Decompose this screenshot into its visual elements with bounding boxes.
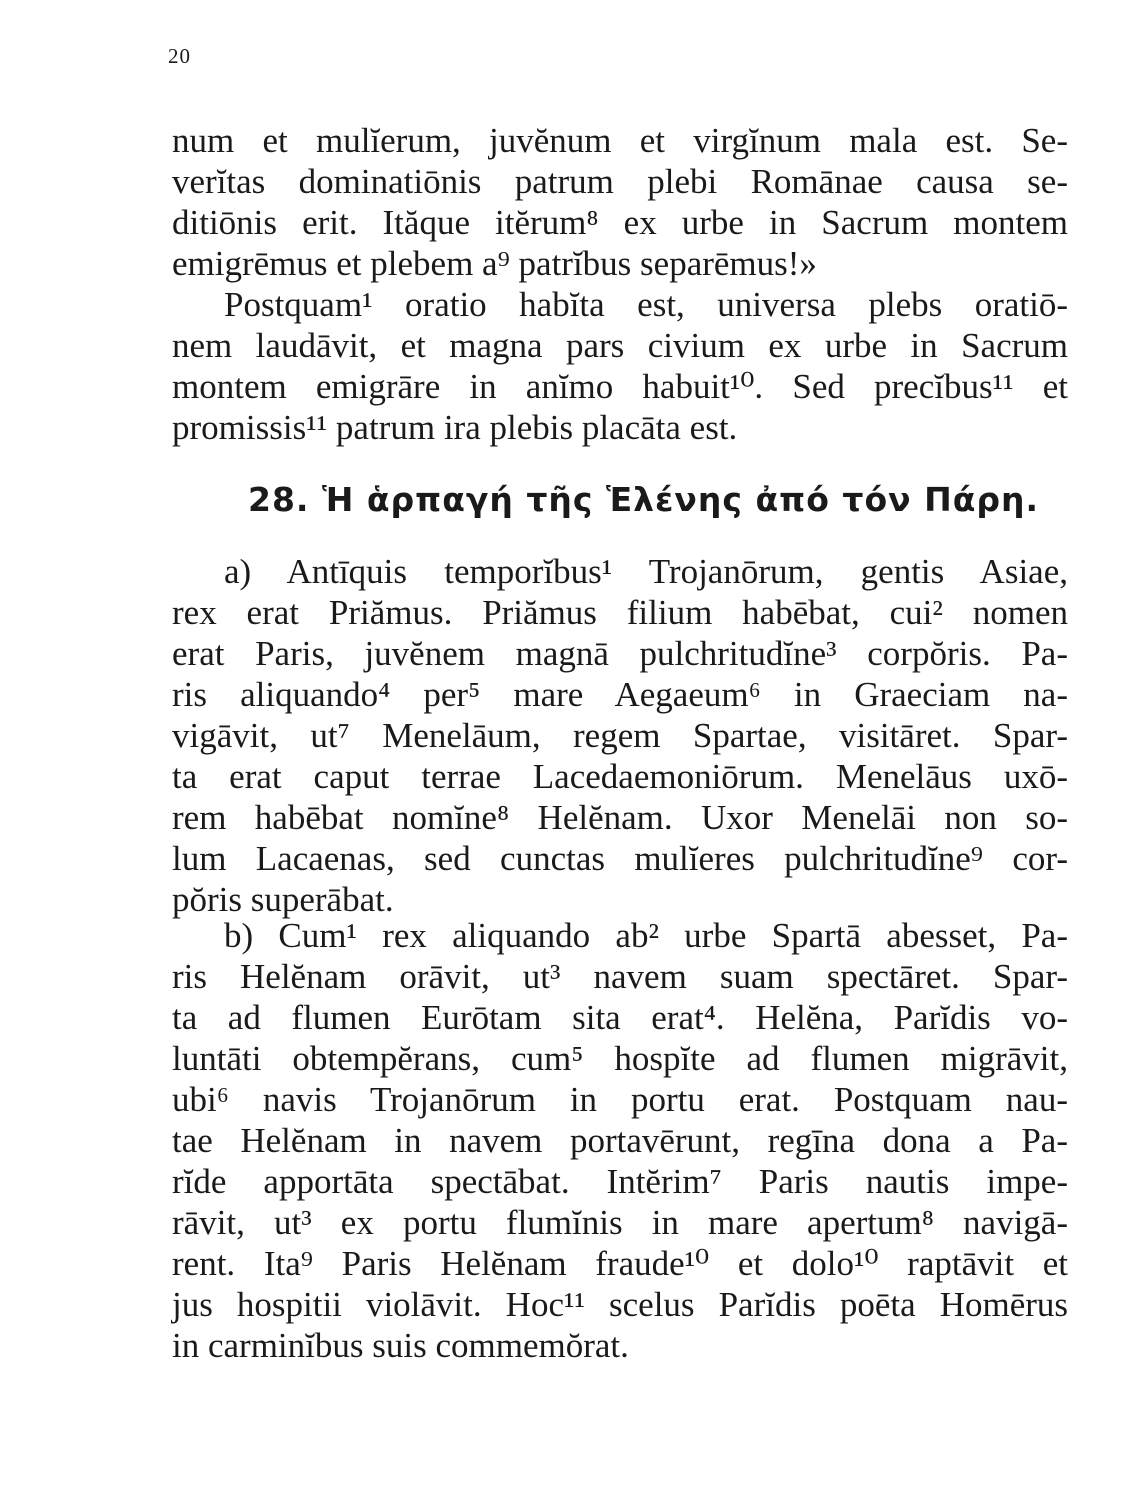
text-line: erat Paris, juvĕnem magnā pulchritudĭne³ corpŏris. Pa- [172,634,1068,673]
page-number: 20 [168,44,191,68]
text-line: a) Antīquis temporĭbus¹ Trojanōrum, gentis Asiae, [224,552,1068,591]
paragraph-a [172,551,1068,920]
text-line: nem laudāvit, et magna pars civium ex urbe in Sacrum [172,326,1068,365]
paragraph-b [172,915,1068,1366]
text-line: montem emigrāre in anĭmo habuit¹⁰. Sed precĭbus¹¹ et [172,367,1068,406]
text-line: ris Helĕnam orāvit, ut³ navem suam spectāret. Spar- [172,957,1068,996]
text-line: ta erat caput terrae Lacedaemoniōrum. Menelāus uxō- [172,757,1068,796]
text-line: rent. Ita⁹ Paris Helĕnam fraude¹⁰ et dolo¹⁰ raptāvit et [172,1244,1068,1283]
text-line: tae Helĕnam in navem portavērunt, regīna dona a Pa- [172,1121,1068,1160]
text-line: ditiōnis erit. Ităque itĕrum⁸ ex urbe in Sacrum montem [172,203,1068,242]
text-line: jus hospitii violāvit. Hoc¹¹ scelus Parĭdis poēta Homērus [172,1285,1068,1324]
text-line: in carminĭbus suis commemŏrat. [172,1326,629,1365]
text-line: rem habēbat nomĭne⁸ Helĕnam. Uxor Menelāi non so- [172,798,1068,837]
text-line: ris aliquando⁴ per⁵ mare Aegaeum⁶ in Graeciam na- [172,675,1068,714]
text-line: pŏris superābat. [172,880,394,919]
text-line: luntāti obtempĕrans, cum⁵ hospĭte ad flumen migrāvit, [172,1039,1068,1078]
text-line: ubi⁶ navis Trojanōrum in portu erat. Postquam nau- [172,1080,1068,1119]
text-line: rex erat Priămus. Priămus filium habēbat, cui² nomen [172,593,1068,632]
text-line: Postquam¹ oratio habĭta est, universa plebs oratiō- [224,285,1068,324]
text-line: promissis¹¹ patrum ira plebis placāta est. [172,408,738,447]
text-line: num et mulĭerum, juvĕnum et virgĭnum mala est. Se- [172,121,1068,160]
text-line: lum Lacaenas, sed cunctas mulĭeres pulchritudĭne⁹ cor- [172,839,1068,878]
text-line: rĭde apportāta spectābat. Intĕrim⁷ Paris nautis impe- [172,1162,1068,1201]
text-line: emigrēmus et plebem a⁹ patrĭbus separēmus!» [172,244,817,283]
paragraph-intro [172,120,1068,448]
text-line: vigāvit, ut⁷ Menelāum, regem Spartae, visitāret. Spar- [172,716,1068,755]
text-line: ta ad flumen Eurōtam sita erat⁴. Helĕna, Parĭdis vo- [172,998,1068,1037]
text-line: verĭtas dominatiōnis patrum plebi Romānae causa se- [172,162,1068,201]
text-line: rāvit, ut³ ex portu flumĭnis in mare apertum⁸ navigā- [172,1203,1068,1242]
section-heading: 28. Ἡ ἁρπαγή τῆς Ἑλένης ἀπό τόν Πάρη. [248,480,1040,519]
text-line: b) Cum¹ rex aliquando ab² urbe Spartā abesset, Pa- [224,916,1068,955]
